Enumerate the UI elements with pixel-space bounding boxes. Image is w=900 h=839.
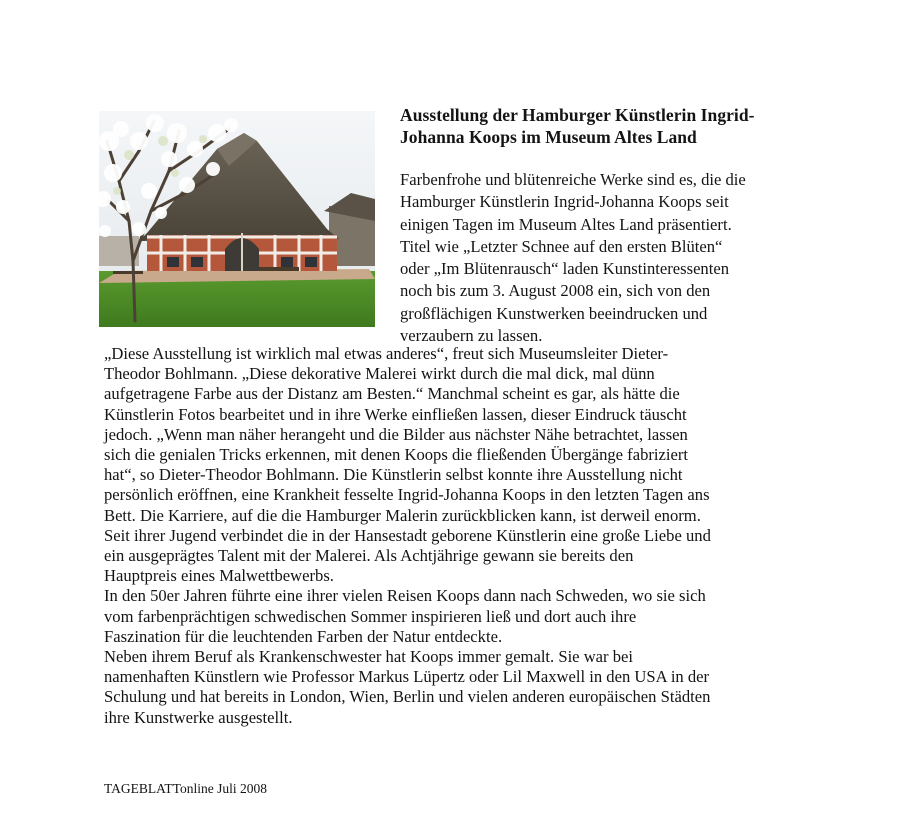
- body-line: Hauptpreis eines Malwettbewerbs.: [104, 566, 334, 586]
- intro-line: oder „Im Blütenrausch“ laden Kunstinteressenten: [400, 259, 729, 279]
- intro-line: Hamburger Künstlerin Ingrid-Johanna Koops seit: [400, 192, 729, 212]
- body-line: sich die genialen Tricks erkennen, mit denen Koops die fließenden Übergänge fabriziert: [104, 445, 688, 465]
- intro-line: großflächigen Kunstwerken beeindrucken und: [400, 303, 708, 323]
- article-body: [104, 344, 844, 728]
- body-line: ihre Kunstwerke ausgestellt.: [104, 707, 293, 727]
- body-line: Bett. Die Karriere, auf die die Hamburger Malerin zurückblicken kann, ist derweil enorm.: [104, 505, 701, 525]
- headline-line: Johanna Koops im Museum Altes Land: [400, 127, 697, 147]
- intro-line: Titel wie „Letzter Schnee auf den ersten Blüten“: [400, 236, 723, 256]
- body-line: aufgetragene Farbe aus der Distanz am Besten.“ Manchmal scheint es gar, als hätte die: [104, 384, 680, 404]
- article-intro: [400, 169, 804, 347]
- museum-photo: [99, 111, 375, 327]
- body-line: Schulung und hat bereits in London, Wien, Berlin und vielen anderen europäischen Städten: [104, 687, 711, 707]
- body-line: Theodor Bohlmann. „Diese dekorative Malerei wirkt durch die mal dick, mal dünn: [104, 364, 655, 384]
- body-line: vom farbenprächtigen schwedischen Sommer inspirieren ließ und dort auch ihre: [104, 606, 637, 626]
- intro-line: Farbenfrohe und blütenreiche Werke sind es, die die: [400, 170, 746, 189]
- body-line: In den 50er Jahren führte eine ihrer vielen Reisen Koops dann nach Schweden, wo sie sich: [104, 586, 706, 606]
- headline-line: Ausstellung der Hamburger Künstlerin Ingrid-: [400, 105, 755, 125]
- body-line: Neben ihrem Beruf als Krankenschwester hat Koops immer gemalt. Sie war bei: [104, 647, 633, 667]
- body-line: jedoch. „Wenn man näher herangeht und die Bilder aus nächster Nähe betrachtet, lassen: [104, 424, 688, 444]
- body-line: namenhaften Künstlern wie Professor Markus Lüpertz oder Lil Maxwell in den USA in der: [104, 667, 710, 687]
- body-line: „Diese Ausstellung ist wirklich mal etwas anderes“, freut sich Museumsleiter Dieter-: [104, 344, 669, 363]
- source-line: TAGEBLATTonline Juli 2008: [104, 781, 267, 796]
- intro-line: einigen Tagen im Museum Altes Land präsentiert.: [400, 214, 732, 234]
- intro-line: verzaubern zu lassen.: [400, 326, 543, 346]
- intro-line: noch bis zum 3. August 2008 ein, sich von den: [400, 281, 711, 301]
- body-line: ein ausgeprägtes Talent mit der Malerei. Als Achtjährige gewann sie bereits den: [104, 546, 634, 566]
- article-headline: [400, 104, 820, 148]
- body-line: Künstlerin Fotos bearbeitet und in ihre Werke einfließen lassen, dieser Eindruck täuscht: [104, 404, 687, 424]
- body-line: persönlich eröffnen, eine Krankheit fesselte Ingrid-Johanna Koops in den letzten Tagen ans: [104, 485, 710, 505]
- body-line: hat“, so Dieter-Theodor Bohlmann. Die Künstlerin selbst konnte ihre Ausstellung nicht: [104, 465, 683, 485]
- body-line: Seit ihrer Jugend verbindet die in der Hansestadt geborene Künstlerin eine große Liebe und: [104, 525, 711, 545]
- body-line: Faszination für die leuchtenden Farben der Natur entdeckte.: [104, 626, 503, 646]
